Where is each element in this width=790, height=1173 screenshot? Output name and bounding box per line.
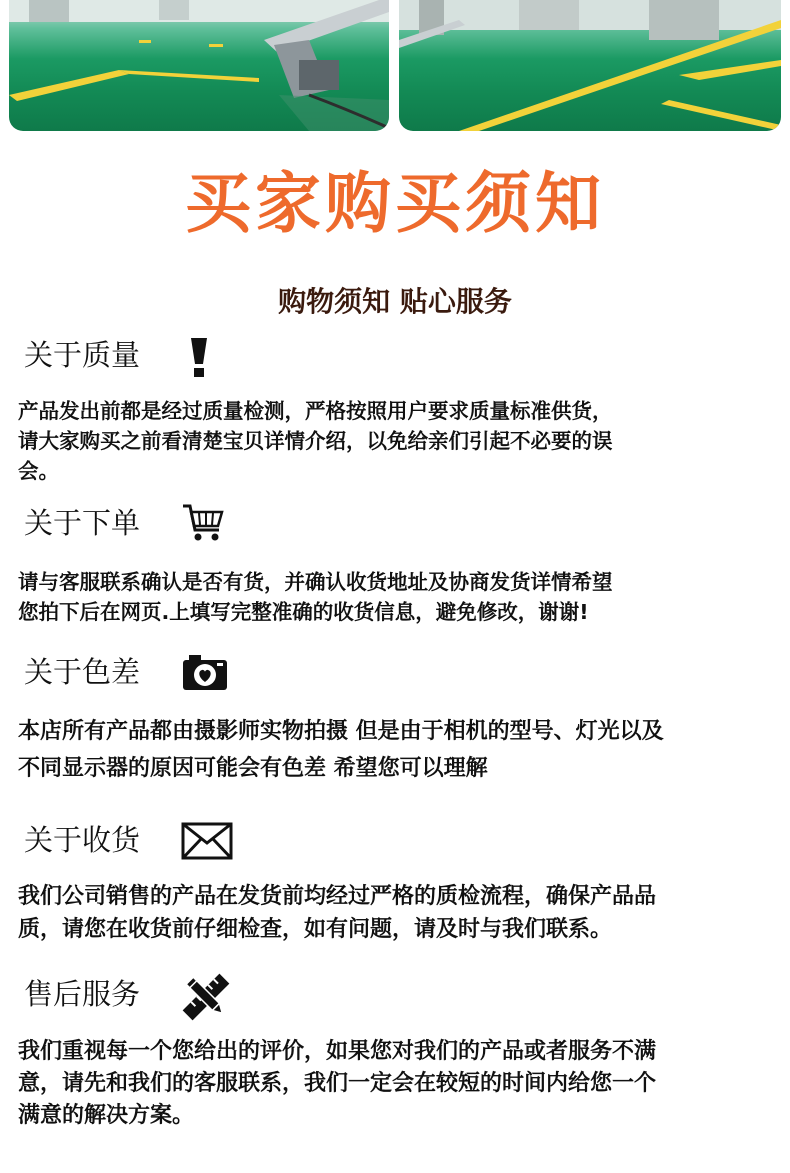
section-title-quality: 关于质量 <box>24 338 141 372</box>
page-subtitle: 购物须知 贴心服务 <box>278 285 512 318</box>
section-title-receiving: 关于收货 <box>24 823 141 857</box>
body-line: 您拍下后在网页.上填写完整准确的收货信息，避免修改，谢谢! <box>18 600 589 624</box>
shopping-cart-icon <box>181 502 225 544</box>
exclamation-icon <box>186 336 212 380</box>
section-title-order: 关于下单 <box>24 506 141 540</box>
body-line: 我们公司销售的产品在发货前均经过严格的质检流程，确保产品品 <box>18 884 657 909</box>
section-title-color: 关于色差 <box>24 655 141 689</box>
section-body-after-sales <box>18 1036 774 1132</box>
body-line: 不同显示器的原因可能会有色差 希望您可以理解 <box>18 756 488 781</box>
section-title-after-sales: 售后服务 <box>24 977 141 1011</box>
pencil-ruler-icon <box>182 973 230 1021</box>
body-line: 会。 <box>18 459 59 483</box>
body-line: 满意的解决方案。 <box>18 1103 195 1128</box>
factory-photos <box>0 0 790 135</box>
camera-heart-icon <box>181 652 229 692</box>
body-line: 我们重视每一个您给出的评价，如果您对我们的产品或者服务不满 <box>18 1039 657 1064</box>
body-line: 意，请先和我们的客服联系，我们一定会在较短的时间内给您一个 <box>18 1071 657 1096</box>
section-body-receiving <box>18 880 774 946</box>
factory-floor-photo-left <box>9 0 389 131</box>
section-body-order <box>18 567 774 627</box>
body-line: 本店所有产品都由摄影师实物拍摄 但是由于相机的型号、灯光以及 <box>18 719 664 744</box>
section-body-quality <box>18 396 774 486</box>
body-line: 请与客服联系确认是否有货，并确认收货地址及协商发货详情希望 <box>18 570 613 594</box>
page-title: 买家购买须知 <box>185 164 605 242</box>
body-line: 产品发出前都是经过质量检测，严格按照用户要求质量标准供货， <box>18 399 613 423</box>
body-line: 请大家购买之前看清楚宝贝详情介绍，以免给亲们引起不必要的误 <box>18 429 613 453</box>
section-body-color <box>18 713 774 787</box>
body-line: 质，请您在收货前仔细检查，如有问题，请及时与我们联系。 <box>18 917 613 942</box>
factory-floor-photo-right <box>399 0 781 131</box>
envelope-icon <box>181 821 233 861</box>
